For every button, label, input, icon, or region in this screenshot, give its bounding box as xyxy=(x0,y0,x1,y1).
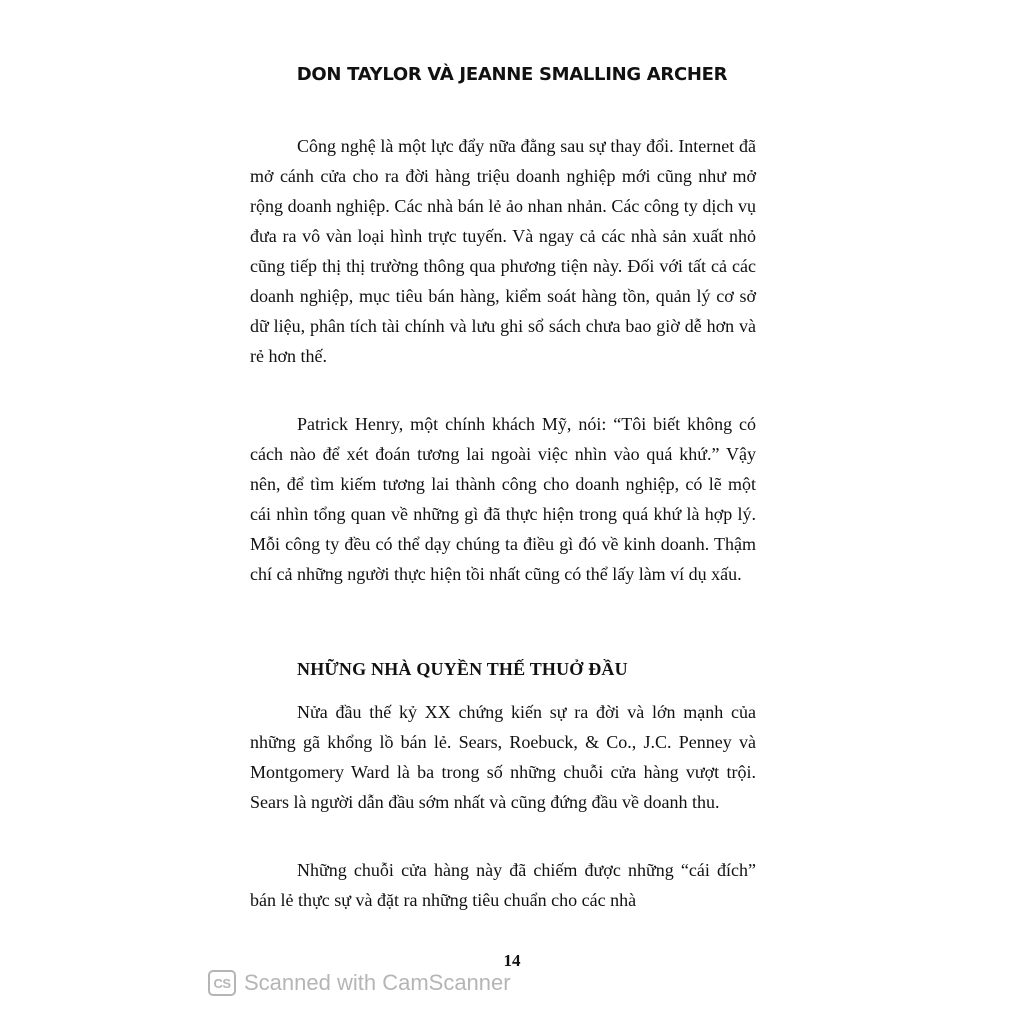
running-header: DON TAYLOR VÀ JEANNE SMALLING ARCHER xyxy=(296,64,728,85)
paragraph-patrick-henry xyxy=(250,409,756,589)
camscanner-logo-icon: CS xyxy=(208,970,236,996)
watermark-text: Scanned with CamScanner xyxy=(244,970,511,995)
page-number: 14 xyxy=(503,951,521,970)
paragraph-text: Nửa đầu thế kỷ XX chứng kiến sự ra đời và lớn mạnh của những gã khổng lồ bán lẻ. Sears, Roebuck, & Co., J.C. Penney và Montgomery Ward là ba trong số những chuỗi cửa hàng vượt trội. Sears là người dẫn đầu sớm nhất và cũng đứng đầu về doanh thu. xyxy=(250,702,756,812)
paragraph-text: Những chuỗi cửa hàng này đã chiếm được những “cái đích” bán lẻ thực sự và đặt ra những tiêu chuẩn cho các nhà xyxy=(250,860,756,910)
paragraph-text: Patrick Henry, một chính khách Mỹ, nói: “Tôi biết không có cách nào để xét đoán tương lai ngoài việc nhìn vào quá khứ.” Vậy nên, để tìm kiếm tương lai thành công cho doanh nghiệp, có lẽ một cái nhìn tổng quan về những gì đã thực hiện trong quá khứ là hợp lý. Mỗi công ty đều có thể dạy chúng ta điều gì đó về kinh doanh. Thậm chí cả những người thực hiện tồi nhất cũng có thể lấy làm ví dụ xấu. xyxy=(250,414,756,584)
section-heading: NHỮNG NHÀ QUYỀN THẾ THUỞ ĐẦU xyxy=(297,659,628,679)
paragraph-retail-giants xyxy=(250,697,756,817)
paragraph-chain-stores xyxy=(250,855,756,915)
paragraph-text: Công nghệ là một lực đẩy nữa đằng sau sự thay đổi. Internet đã mở cánh cửa cho ra đời hàng triệu doanh nghiệp mới cũng như mở rộng doanh nghiệp. Các nhà bán lẻ ảo nhan nhản. Các công ty dịch vụ đưa ra vô vàn loại hình trực tuyến. Và ngay cả các nhà sản xuất nhỏ cũng tiếp thị thị trường thông qua phương tiện này. Đối với tất cả các doanh nghiệp, mục tiêu bán hàng, kiểm soát hàng tồn, quản lý cơ sở dữ liệu, phân tích tài chính và lưu ghi sổ sách chưa bao giờ dễ hơn và rẻ hơn thế. xyxy=(250,136,756,366)
camscanner-watermark xyxy=(208,970,511,996)
paragraph-technology xyxy=(250,131,756,371)
